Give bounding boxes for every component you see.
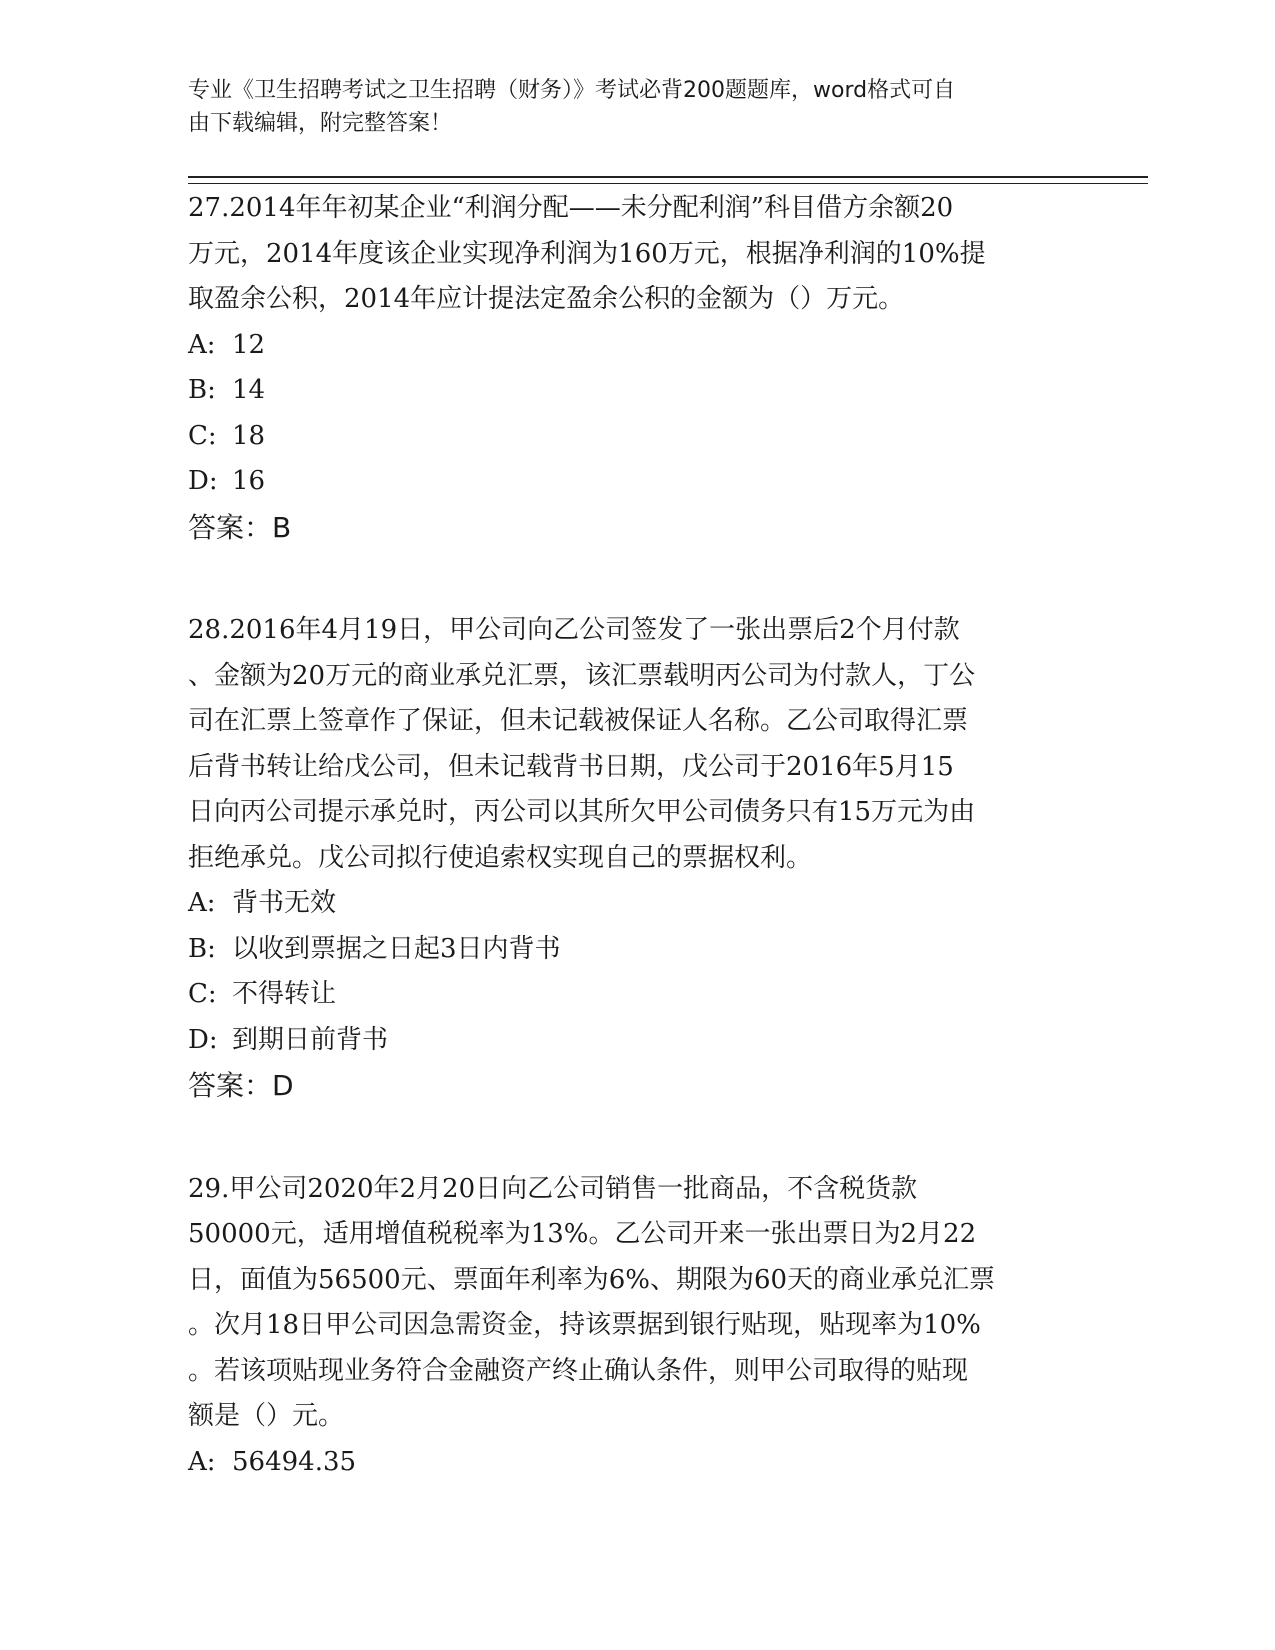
question-text-line: 取盈余公积，2014年应计提法定盈余公积的金额为（）万元。 (188, 284, 905, 314)
option-key: A: (188, 1446, 216, 1477)
option-key: D: (188, 1024, 218, 1055)
option-key: C: (188, 979, 217, 1009)
option-a (188, 323, 1088, 369)
option-key: B: (188, 933, 216, 964)
option-text: 到期日前背书 (232, 1024, 389, 1055)
question-28 (188, 608, 1088, 1109)
answer: 答案：D (188, 1069, 294, 1102)
option-key: D: (188, 466, 218, 496)
option-key: C: (188, 420, 217, 451)
option-d (188, 459, 1088, 505)
option-text: 14 (232, 375, 266, 405)
question-text-line: 、金额为20万元的商业承兑汇票，该汇票载明丙公司为付款人，丁公 (188, 660, 976, 691)
question-text-line: 。若该项贴现业务符合金融资产终止确认条件，则甲公司取得的贴现 (188, 1355, 969, 1386)
question-list (188, 186, 1088, 1543)
header-rule-thick (188, 176, 1148, 178)
header-line-1: 专业《卫生招聘考试之卫生招聘（财务）》考试必背200题题库，word格式可自 (188, 78, 956, 103)
option-c (188, 972, 1088, 1018)
question-text-line: 后背书转让给戊公司，但未记载背书日期，戊公司于2016年5月15 (188, 751, 954, 782)
option-b (188, 368, 1088, 414)
option-text: 18 (232, 420, 266, 451)
option-key: A: (188, 888, 216, 918)
option-c (188, 414, 1088, 460)
option-text: 不得转让 (232, 979, 337, 1009)
question-text-line: 日向丙公司提示承兑时，丙公司以其所欠甲公司债务只有15万元为由 (188, 797, 976, 827)
question-text-line: 拒绝承兑。戊公司拟行使追索权实现自己的票据权利。 (188, 842, 813, 873)
question-text-line: 司在汇票上签章作了保证，但未记载被保证人名称。乙公司取得汇票 (188, 706, 969, 736)
option-b (188, 927, 1088, 973)
option-a (188, 881, 1088, 927)
question-text-line: 29.甲公司2020年2月20日向乙公司销售一批商品，不含税货款 (188, 1173, 918, 1204)
header-line-2: 由下载编辑，附完整答案！ (188, 111, 453, 136)
question-27 (188, 186, 1088, 550)
option-text: 16 (232, 466, 266, 496)
question-text-line: 日，面值为56500元、票面年利率为6%、期限为60天的商业承兑汇票 (188, 1264, 996, 1295)
document-header (188, 74, 1068, 140)
question-text-line: 28.2016年4月19日，甲公司向乙公司签发了一张出票后2个月付款 (188, 615, 960, 645)
option-text: 12 (232, 329, 266, 360)
question-text-line: 50000元，适用增值税税率为13%。乙公司开来一张出票日为2月22 (188, 1219, 977, 1249)
option-text: 56494.35 (232, 1446, 357, 1477)
question-text-line: 额是（）元。 (188, 1401, 345, 1431)
option-d (188, 1018, 1088, 1064)
option-a (188, 1440, 1088, 1486)
question-text-line: 。次月18日甲公司因急需资金，持该票据到银行贴现，贴现率为10% (188, 1310, 981, 1340)
option-text: 以收到票据之日起3日内背书 (232, 933, 561, 964)
header-rule-thin (188, 183, 1148, 184)
option-key: B: (188, 375, 216, 405)
answer: 答案：B (188, 510, 292, 544)
question-text-line: 万元，2014年度该企业实现净利润为160万元，根据净利润的10%提 (188, 238, 986, 269)
question-text-line: 27.2014年年初某企业“利润分配——未分配利润”科目借方余额20 (188, 193, 954, 223)
question-29 (188, 1167, 1088, 1486)
option-text: 背书无效 (232, 888, 337, 918)
option-key: A: (188, 329, 216, 360)
